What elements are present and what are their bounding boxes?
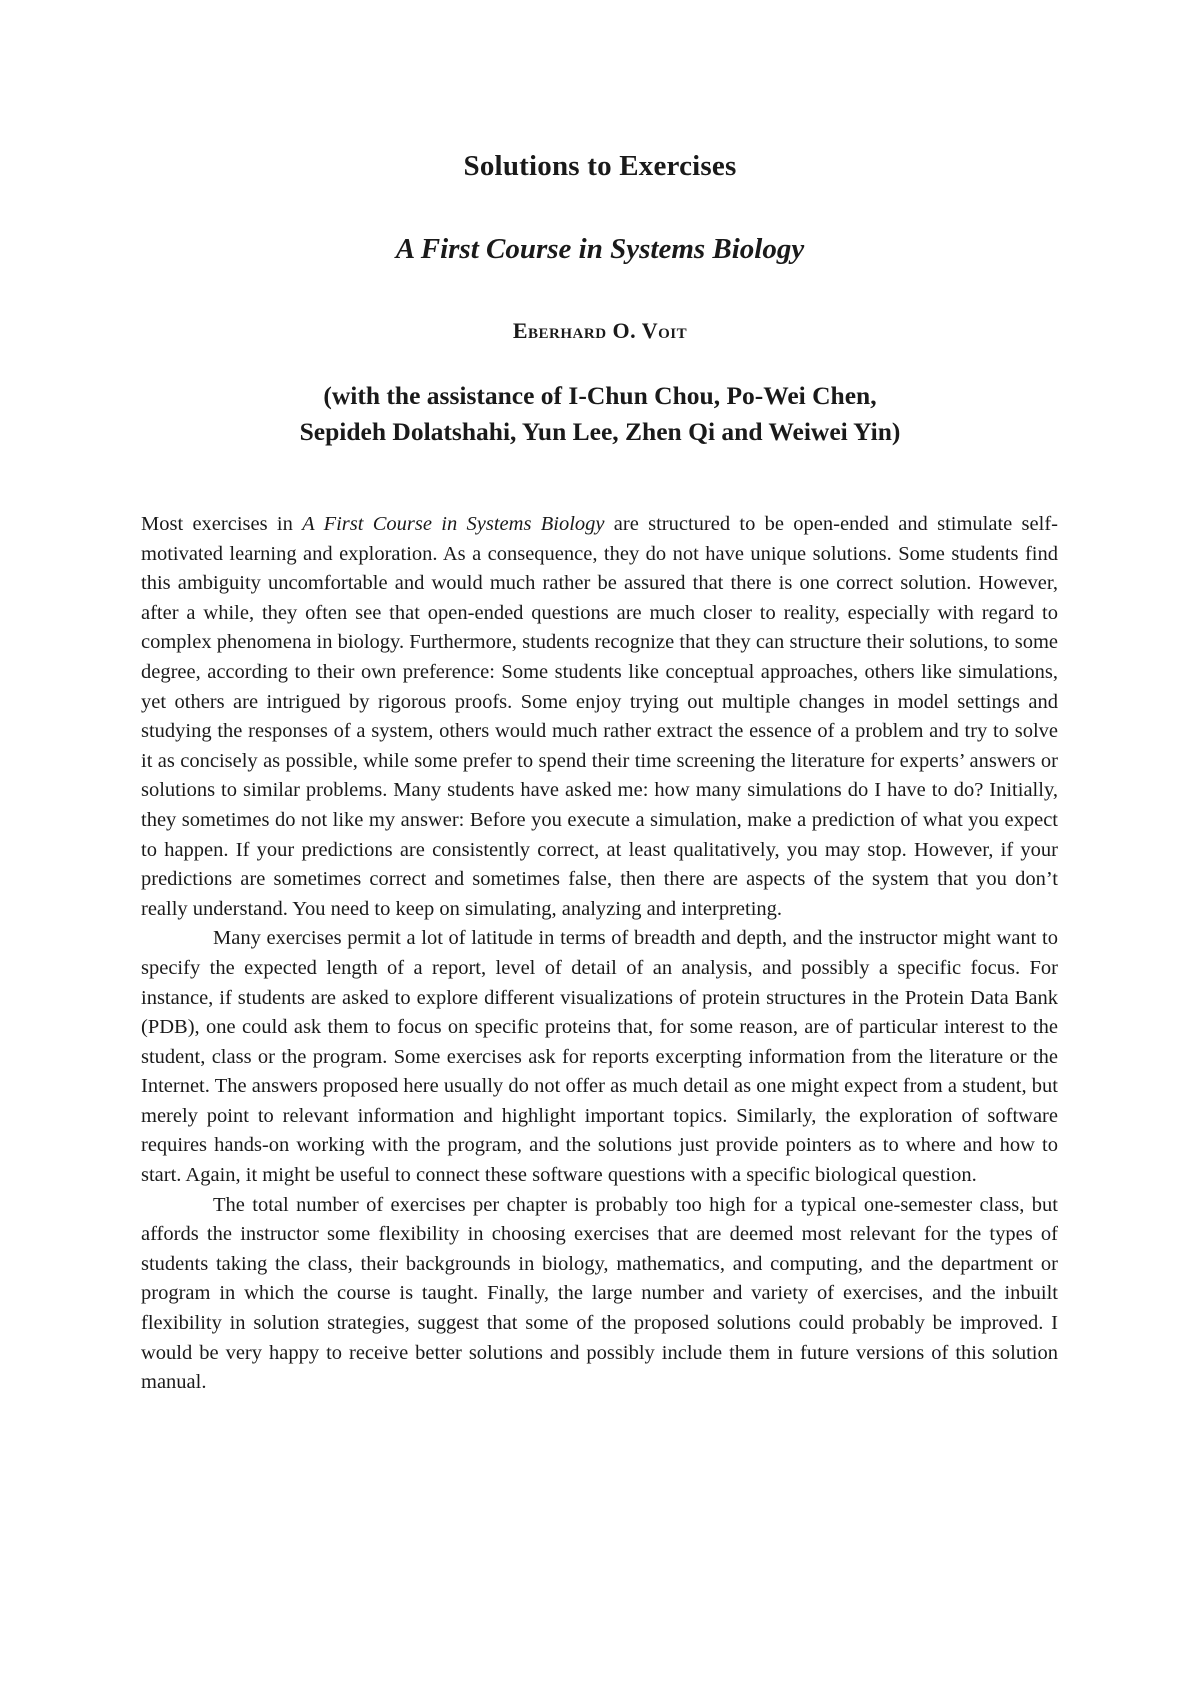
paragraph-1 bbox=[141, 510, 1058, 924]
paragraph-3: The total number of exercises per chapter is probably too high for a typical one-semester class, but affords the instructor some flexibility in choosing exercises that are deemed most relevant for the types of students taking the class, their backgrounds in biology, mathematics, and computing, and the department or program in which the course is taught. Finally, the large number and variety of exercises, and the inbuilt flexibility in solution strategies, suggest that some of the proposed solutions could probably be improved. I would be very happy to receive better solutions and possibly include them in future versions of this solution manual. bbox=[141, 1193, 1058, 1394]
paragraph-2: Many exercises permit a lot of latitude in terms of breadth and depth, and the instructor might want to specify the expected length of a report, level of detail of an analysis, and possibly a specific focus. For instance, if students are asked to explore different visualizations of protein structures in the Protein Data Bank (PDB), one could ask them to focus on specific proteins that, for some reason, are of particular interest to the student, class or the program. Some exercises ask for reports excerpting information from the literature or the Internet. The answers proposed here usually do not offer as much detail as one might expect from a student, but merely point to relevant information and highlight important topics. Similarly, the exploration of software requires hands-on working with the program, and the solutions just provide pointers as to where and how to start. Again, it might be useful to connect these software questions with a specific biological question. bbox=[141, 927, 1058, 1187]
document-title: Solutions to Exercises bbox=[463, 150, 737, 182]
body-text bbox=[141, 510, 1058, 1398]
paragraph-1-book-title: A First Course in Systems Biology bbox=[302, 513, 605, 535]
author-name: Eberhard O. Voit bbox=[512, 318, 688, 343]
paragraph-1-rest: are structured to be open-ended and stimulate self-motivated learning and exploration. As a consequence, they do not have unique solutions. Some students find this ambiguity uncomfortable and would much rather be assured that there is one correct solution. However, after a while, they often see that open-ended questions are much closer to reality, especially with regard to complex phenomena in biology. Furthermore, students recognize that they can structure their solutions, to some degree, according to their own preference: Some students like conceptual approaches, others like simulations, yet others are intrigued by rigorous proofs. Some enjoy trying out multiple changes in model settings and studying the responses of a system, others would much rather extract the essence of a problem and try to solve it as concisely as possible, while some prefer to spend their time screening the literature for experts’ answers or solutions to similar problems. Many students have asked me: how many simulations do I have to do? Initially, they sometimes do not like my answer: Before you execute a simulation, make a prediction of what you expect to happen. If your predictions are consistently correct, at least qualitatively, you may stop. However, if your predictions are sometimes correct and sometimes false, then there are aspects of the system that you don’t really understand. You need to keep on simulating, analyzing and interpreting. bbox=[141, 513, 1058, 920]
assistance-line-1: (with the assistance of I-Chun Chou, Po-Wei Chen, bbox=[323, 381, 877, 410]
assistance-line-2: Sepideh Dolatshahi, Yun Lee, Zhen Qi and Weiwei Yin) bbox=[299, 417, 901, 446]
assistance-credits bbox=[0, 378, 1200, 450]
book-title: A First Course in Systems Biology bbox=[395, 233, 805, 265]
paragraph-1-intro: Most exercises in bbox=[141, 513, 303, 535]
